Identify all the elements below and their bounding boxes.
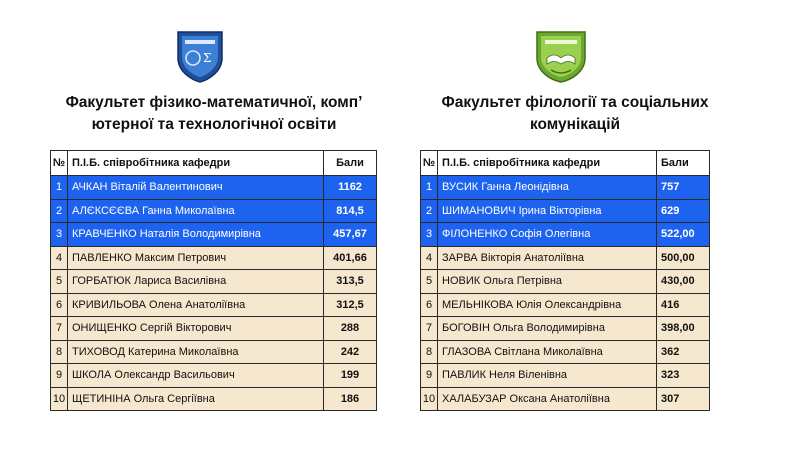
table-row — [51, 270, 377, 294]
table-row — [51, 199, 377, 223]
cell-name: КРАВЧЕНКО Наталія Володимирівна — [68, 223, 324, 247]
table-row — [421, 387, 710, 411]
table-row — [421, 176, 710, 200]
table-header — [51, 151, 377, 176]
table-row — [421, 199, 710, 223]
table-row — [421, 340, 710, 364]
header-num: № — [51, 151, 68, 176]
cell-points: 401,66 — [324, 246, 377, 270]
cell-num: 10 — [421, 387, 438, 411]
header-num: № — [421, 151, 438, 176]
cell-points: 398,00 — [657, 317, 710, 341]
cell-num: 8 — [51, 340, 68, 364]
faculty-title — [385, 92, 765, 136]
book-laurel-logo-icon — [533, 28, 589, 84]
cell-name: ФІЛОНЕНКО Софія Олегівна — [438, 223, 657, 247]
cell-name: ШИМАНОВИЧ Ірина Вікторівна — [438, 199, 657, 223]
cell-name: БОГОВІН Ольга Володимирівна — [438, 317, 657, 341]
table-row — [51, 246, 377, 270]
cell-points: 313,5 — [324, 270, 377, 294]
cell-num: 1 — [51, 176, 68, 200]
table-row — [421, 364, 710, 388]
header-points: Бали — [657, 151, 710, 176]
cell-num: 6 — [421, 293, 438, 317]
cell-name: ТИХОВОД Катерина Миколаївна — [68, 340, 324, 364]
ranking-table — [50, 150, 377, 411]
cell-num: 8 — [421, 340, 438, 364]
cell-num: 2 — [51, 199, 68, 223]
cell-points: 186 — [324, 387, 377, 411]
cell-points: 629 — [657, 199, 710, 223]
cell-points: 312,5 — [324, 293, 377, 317]
cell-name: АЛЄКСЄЄВА Ганна Миколаївна — [68, 199, 324, 223]
cell-name: ОНИЩЕНКО Сергій Вікторович — [68, 317, 324, 341]
cell-num: 6 — [51, 293, 68, 317]
cell-name: НОВИК Ольга Петрівна — [438, 270, 657, 294]
cell-points: 814,5 — [324, 199, 377, 223]
cell-points: 430,00 — [657, 270, 710, 294]
cell-num: 5 — [51, 270, 68, 294]
table-row — [51, 340, 377, 364]
table-row — [51, 387, 377, 411]
cell-name: МЕЛЬНІКОВА Юлія Олександрівна — [438, 293, 657, 317]
faculty-title-line1: Факультет філології та соціальних — [441, 94, 709, 111]
cell-num: 4 — [51, 246, 68, 270]
table-row — [421, 317, 710, 341]
cell-name: ГЛАЗОВА Світлана Миколаївна — [438, 340, 657, 364]
ranking-table — [420, 150, 710, 411]
cell-points: 199 — [324, 364, 377, 388]
cell-name: ПАВЛЕНКО Максим Петрович — [68, 246, 324, 270]
cell-points: 522,00 — [657, 223, 710, 247]
cell-num: 10 — [51, 387, 68, 411]
table-row — [51, 176, 377, 200]
table-header — [421, 151, 710, 176]
cell-points: 1162 — [324, 176, 377, 200]
cell-points: 307 — [657, 387, 710, 411]
cell-points: 288 — [324, 317, 377, 341]
cell-num: 7 — [51, 317, 68, 341]
faculty-title-line1: Факультет фізико-математичної, комп’ — [65, 94, 363, 111]
cell-num: 3 — [51, 223, 68, 247]
cell-points: 500,00 — [657, 246, 710, 270]
table-row — [421, 270, 710, 294]
table-row — [51, 317, 377, 341]
table-row — [421, 246, 710, 270]
cell-name: КРИВИЛЬОВА Олена Анатоліївна — [68, 293, 324, 317]
cell-name: ПАВЛИК Неля Віленівна — [438, 364, 657, 388]
cell-num: 4 — [421, 246, 438, 270]
cell-num: 3 — [421, 223, 438, 247]
cell-num: 2 — [421, 199, 438, 223]
table-row — [51, 293, 377, 317]
cell-points: 323 — [657, 364, 710, 388]
cell-points: 757 — [657, 176, 710, 200]
cell-points: 457,67 — [324, 223, 377, 247]
header-name: П.І.Б. співробітника кафедри — [68, 151, 324, 176]
faculty-title-line2: комунікацій — [529, 116, 621, 133]
cell-name: ВУСИК Ганна Леонідівна — [438, 176, 657, 200]
cell-points: 416 — [657, 293, 710, 317]
table-row — [51, 364, 377, 388]
cell-name: ЗАРВА Вікторія Анатоліївна — [438, 246, 657, 270]
cell-num: 5 — [421, 270, 438, 294]
header-name: П.І.Б. співробітника кафедри — [438, 151, 657, 176]
cell-name: ГОРБАТЮК Лариса Василівна — [68, 270, 324, 294]
faculty-title-line2: ютерної та технологічної освіти — [91, 116, 337, 133]
cell-num: 9 — [51, 364, 68, 388]
cell-name: ЩЕТИНІНА Ольга Сергіївна — [68, 387, 324, 411]
cell-points: 242 — [324, 340, 377, 364]
table-row — [421, 293, 710, 317]
cell-name: АЧКАН Віталій Валентинович — [68, 176, 324, 200]
cell-num: 1 — [421, 176, 438, 200]
faculty-title — [28, 92, 400, 136]
table-row — [421, 223, 710, 247]
table-row — [51, 223, 377, 247]
svg-text:Σ: Σ — [203, 51, 212, 65]
header-points: Бали — [324, 151, 377, 176]
faculty-shield-logo-icon — [172, 28, 228, 84]
cell-points: 362 — [657, 340, 710, 364]
cell-num: 9 — [421, 364, 438, 388]
cell-num: 7 — [421, 317, 438, 341]
cell-name: ШКОЛА Олександр Васильович — [68, 364, 324, 388]
cell-name: ХАЛАБУЗАР Оксана Анатоліївна — [438, 387, 657, 411]
